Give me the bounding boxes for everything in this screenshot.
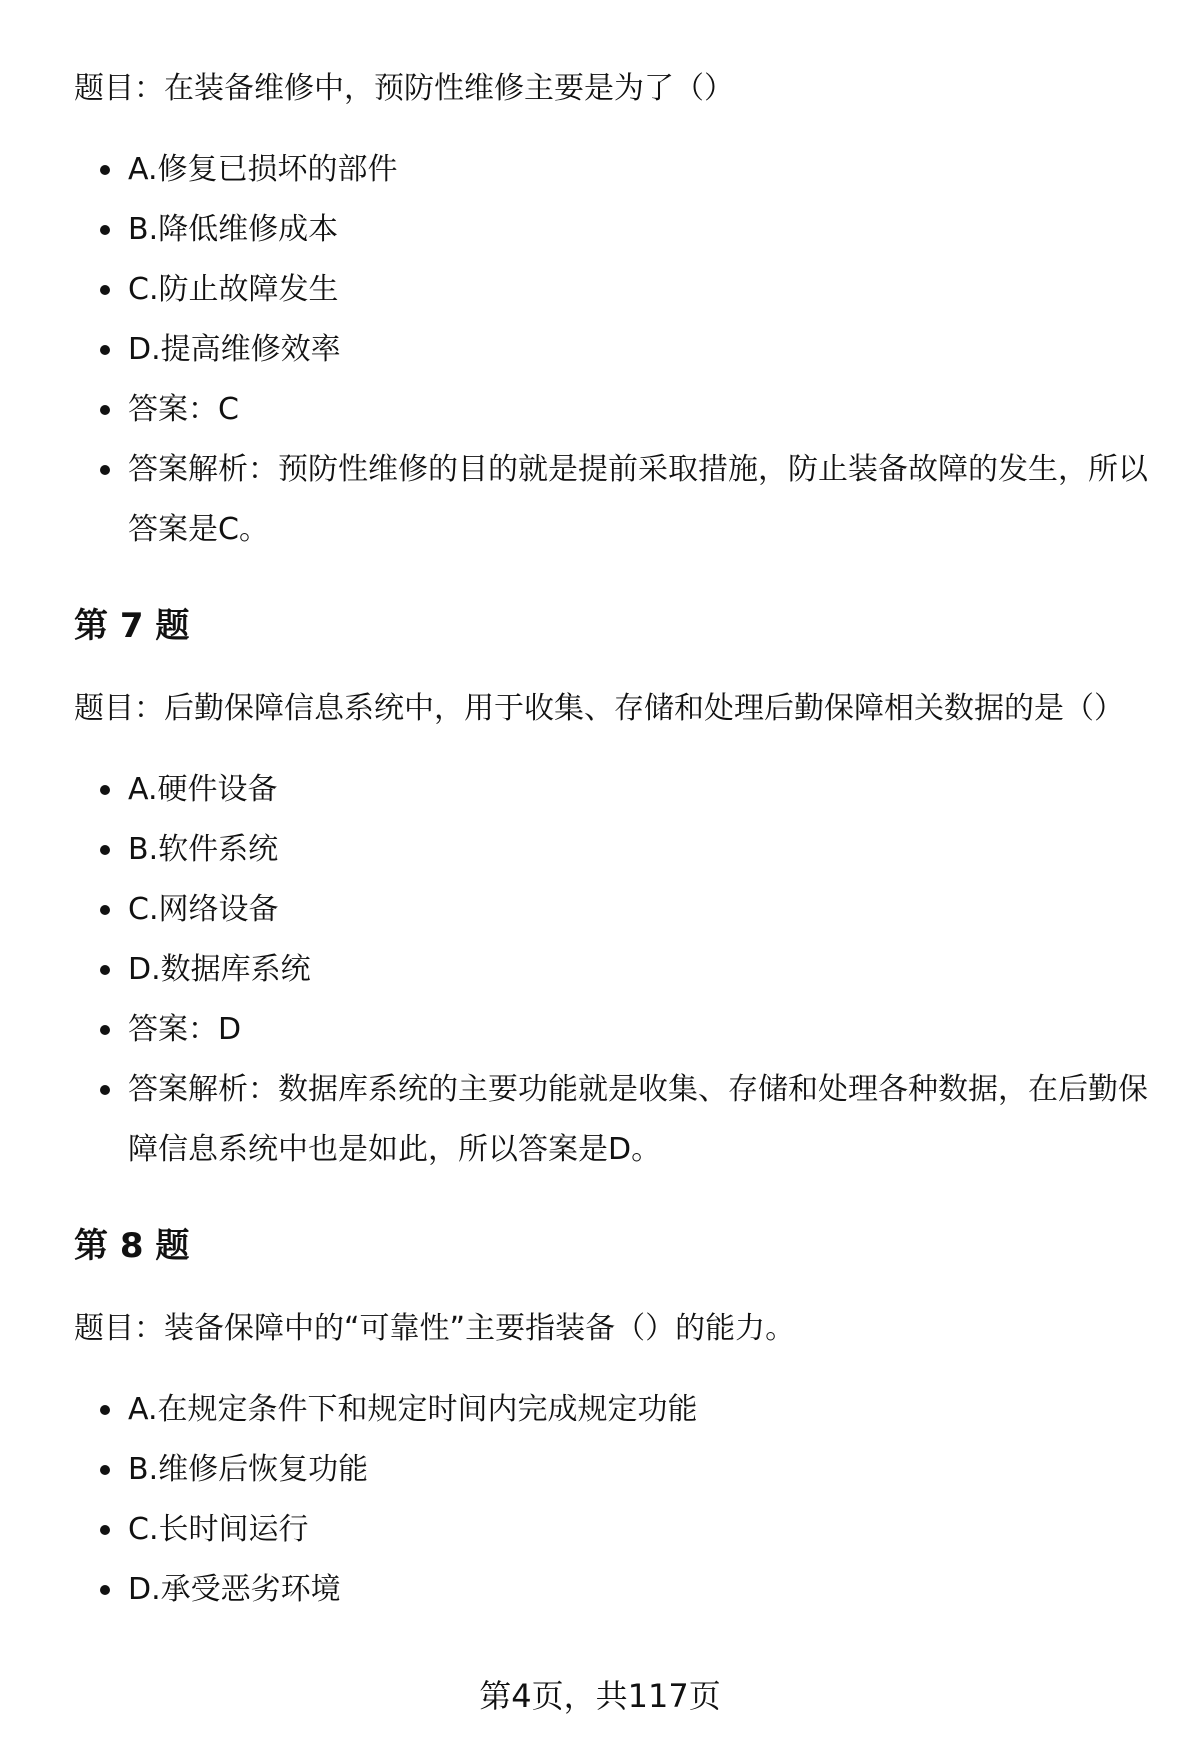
section-title: 第 7 题 [74, 606, 190, 646]
list-item [74, 820, 1154, 880]
question-block-8 [74, 1216, 1154, 1620]
bullet-icon [100, 1085, 110, 1095]
bullet-icon [100, 225, 110, 235]
explanation-text: 答案解析：数据库系统的主要功能就是收集、存储和处理各种数据，在后勤保障信息系统中也是如此，所以答案是D。 [128, 1072, 1148, 1167]
bullet-icon [100, 345, 110, 355]
option-text: B.降低维修成本 [128, 212, 339, 247]
list-item [74, 320, 1154, 380]
list-item [74, 1560, 1154, 1620]
option-text: D.承受恶劣环境 [128, 1572, 341, 1607]
bullet-icon [100, 1585, 110, 1595]
list-item [74, 200, 1154, 260]
answer-text: 答案：D [128, 1012, 242, 1047]
question-text: 题目：在装备维修中，预防性维修主要是为了（） [74, 71, 734, 106]
option-text: D.提高维修效率 [128, 332, 341, 367]
bullet-icon [100, 1405, 110, 1415]
list-item [74, 1000, 1154, 1060]
option-text: D.数据库系统 [128, 952, 311, 987]
list-item [74, 880, 1154, 940]
list-item [74, 260, 1154, 320]
bullet-icon [100, 165, 110, 175]
bullet-icon [100, 785, 110, 795]
option-text: A.硬件设备 [128, 772, 278, 807]
bullet-icon [100, 845, 110, 855]
option-text: A.修复已损坏的部件 [128, 152, 398, 187]
option-text: C.网络设备 [128, 892, 279, 927]
option-list [74, 760, 1154, 1180]
question-block-7 [74, 596, 1154, 1180]
option-text: A.在规定条件下和规定时间内完成规定功能 [128, 1392, 698, 1427]
answer-text: 答案：C [128, 392, 239, 427]
question-text: 题目：装备保障中的“可靠性”主要指装备（）的能力。 [74, 1311, 796, 1346]
option-text: B.软件系统 [128, 832, 279, 867]
bullet-icon [100, 1525, 110, 1535]
list-item [74, 1060, 1154, 1180]
question-text: 题目：后勤保障信息系统中，用于收集、存储和处理后勤保障相关数据的是（） [74, 691, 1124, 726]
list-item [74, 1380, 1154, 1440]
option-text: B.维修后恢复功能 [128, 1452, 369, 1487]
explanation-text: 答案解析：预防性维修的目的就是提前采取措施，防止装备故障的发生，所以答案是C。 [128, 452, 1148, 547]
section-title: 第 8 题 [74, 1226, 190, 1266]
option-list [74, 140, 1154, 560]
option-text: C.长时间运行 [128, 1512, 309, 1547]
page-number: 第4页，共117页 [479, 1677, 721, 1715]
bullet-icon [100, 405, 110, 415]
list-item [74, 1440, 1154, 1500]
bullet-icon [100, 1025, 110, 1035]
question-block-6 [74, 62, 1154, 560]
list-item [74, 1500, 1154, 1560]
document-page [74, 62, 1154, 1620]
option-list [74, 1380, 1154, 1620]
list-item [74, 380, 1154, 440]
bullet-icon [100, 285, 110, 295]
option-text: C.防止故障发生 [128, 272, 339, 307]
list-item [74, 940, 1154, 1000]
list-item [74, 440, 1154, 560]
list-item [74, 760, 1154, 820]
bullet-icon [100, 1465, 110, 1475]
bullet-icon [100, 465, 110, 475]
bullet-icon [100, 905, 110, 915]
list-item [74, 140, 1154, 200]
bullet-icon [100, 965, 110, 975]
